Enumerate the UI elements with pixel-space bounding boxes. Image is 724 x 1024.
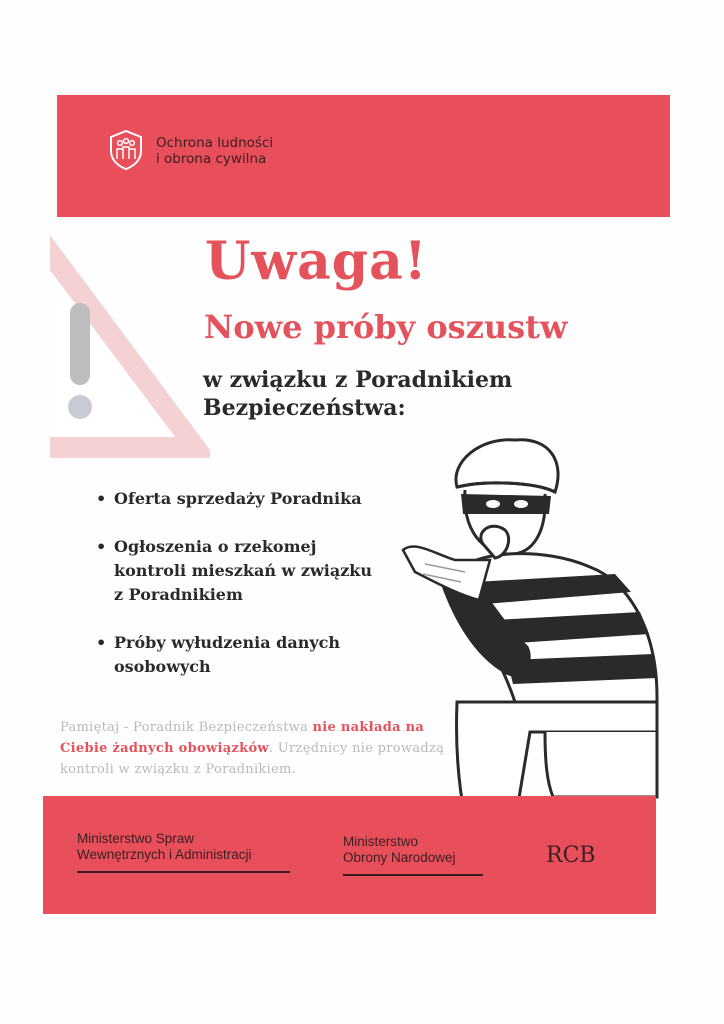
scam-list <box>96 487 426 679</box>
list-item-line: • Ogłoszenia o rzekomej <box>114 537 317 556</box>
top-banner <box>57 95 670 217</box>
thief-illustration <box>395 432 665 842</box>
list-item-line: Oferta sprzedaży Poradnika <box>114 489 362 508</box>
headline: Uwaga! <box>205 231 428 292</box>
logo-line-2: i obrona cywilna <box>156 151 267 167</box>
list-item <box>96 631 426 679</box>
ministry-interior-line-1: Ministerstwo Spraw <box>77 831 195 846</box>
list-item-line: z Poradnikiem <box>114 585 243 604</box>
rcb-logo: RCB <box>546 843 596 868</box>
context-line-1: w związku z Poradnikiem <box>203 367 513 393</box>
list-item <box>96 535 426 607</box>
ministry-interior-line-2: Wewnętrznych i Administracji <box>77 847 252 862</box>
notice-highlight: nie nakłada na Ciebie żadnych obowiązków <box>60 720 425 756</box>
context-heading <box>203 366 512 422</box>
notice-text <box>60 717 450 780</box>
ministry-defence-line-2: Obrony Narodowej <box>343 850 456 865</box>
subheadline: Nowe próby oszustw <box>204 308 568 346</box>
divider <box>343 874 483 876</box>
civil-protection-logo <box>105 127 315 175</box>
ministry-interior-logo <box>77 831 290 873</box>
context-line-2: Bezpieczeństwa: <box>203 395 406 421</box>
logo-line-1: Ochrona ludności <box>156 135 274 151</box>
notice-part-1: Pamiętaj - Poradnik Bezpieczeństwa <box>60 720 313 735</box>
list-item <box>96 487 426 511</box>
divider <box>77 871 290 873</box>
logo-text <box>156 135 273 167</box>
warning-triangle-icon <box>50 225 215 470</box>
footer-banner <box>43 796 656 914</box>
list-item-line: kontroli mieszkań w związku <box>114 561 372 580</box>
list-item-line: • Próby wyłudzenia danych <box>114 633 341 652</box>
list-item-line: osobowych <box>114 657 211 676</box>
ministry-defence-line-1: Ministerstwo <box>343 834 419 849</box>
civil-protection-people-icon <box>105 129 147 171</box>
ministry-defence-logo <box>343 834 483 876</box>
notice-part-2: . Urzędnicy nie prowadzą kontroli w związku z Poradnikiem. <box>60 741 445 777</box>
